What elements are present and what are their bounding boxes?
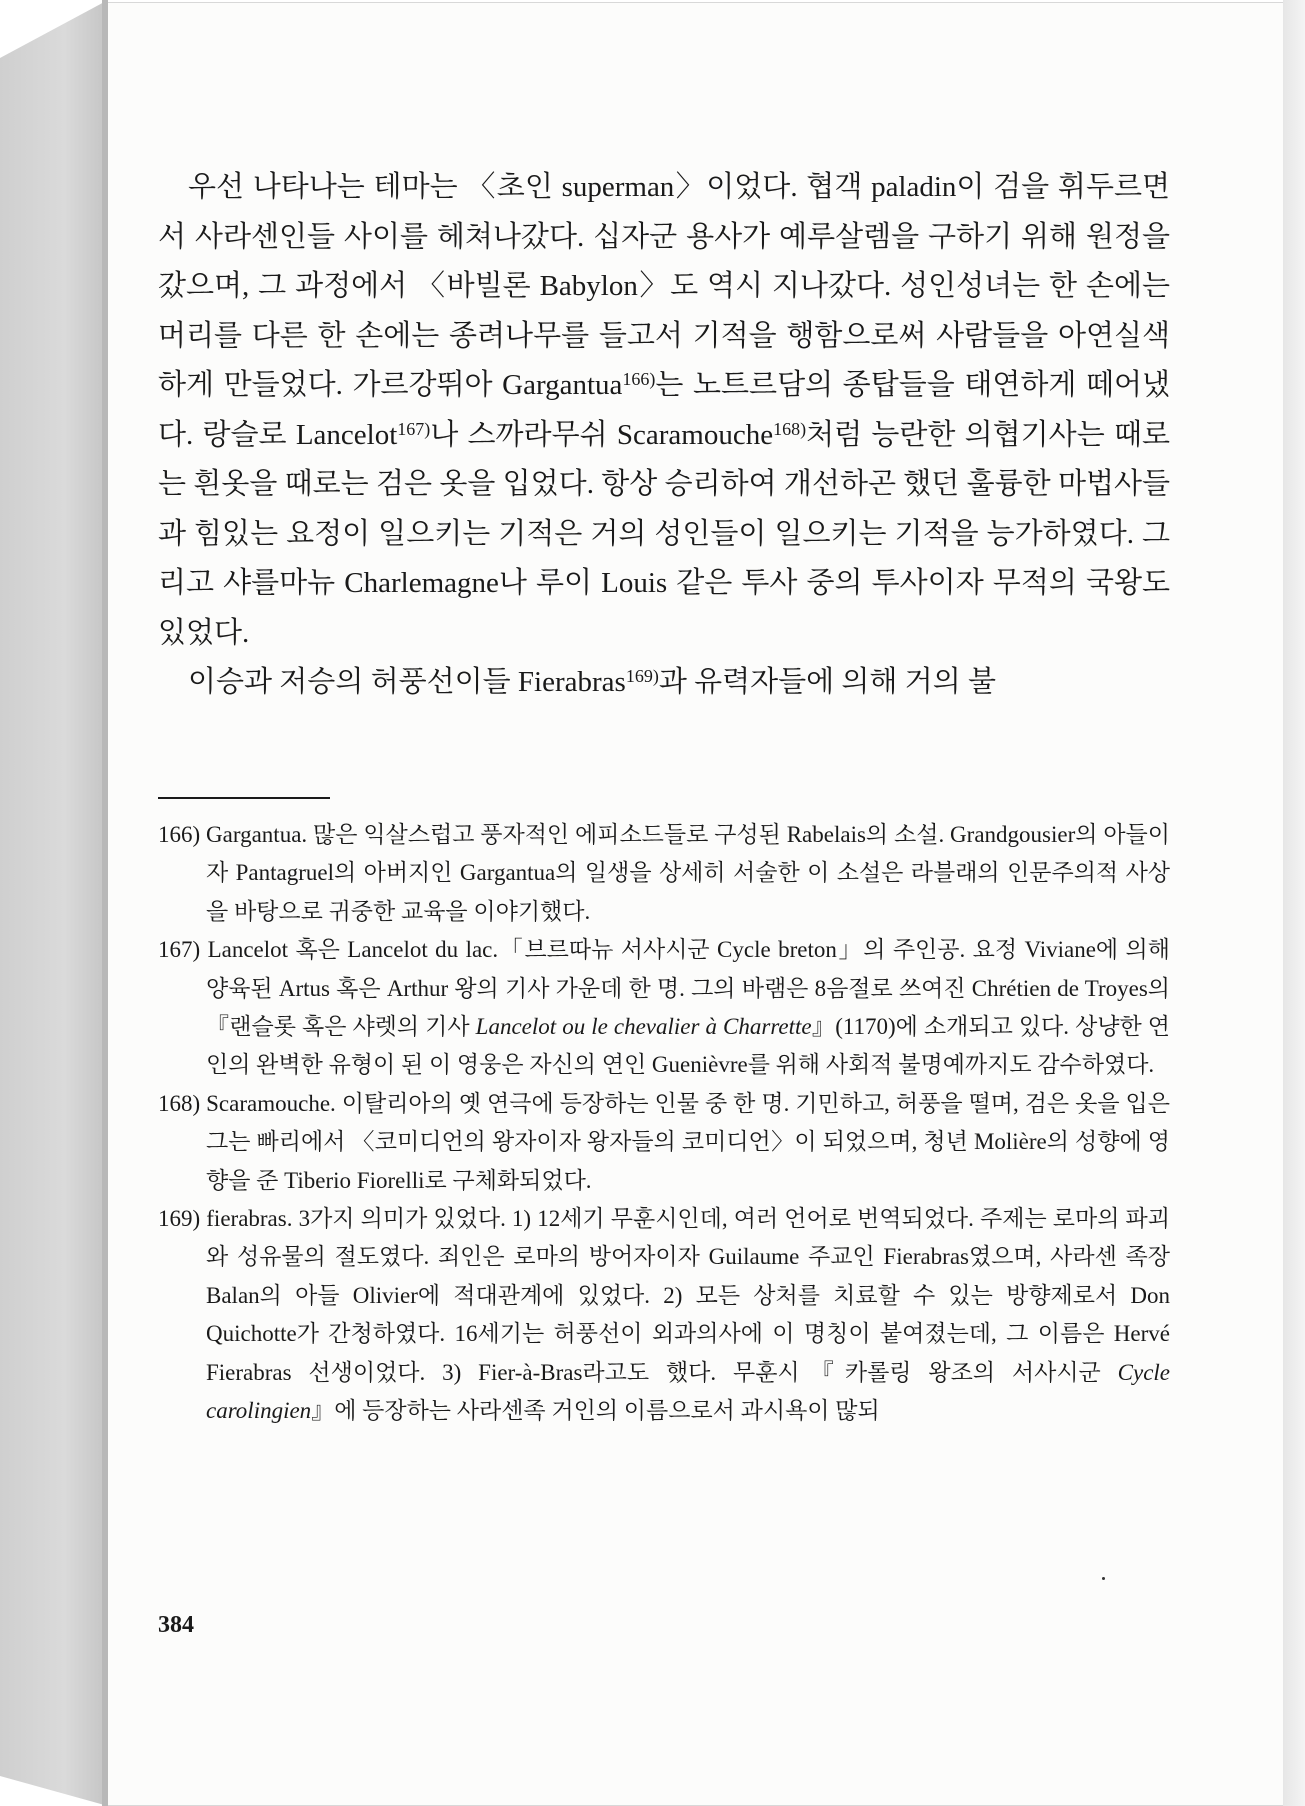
- footnote-167-text-b: 』(1170)에 소개되고 있다. 상냥한 연인의 완벽한 유형이 된 이 영웅은 자신의 연인 Guenièvre를 위해 사회적 불명예까지도 감수하였다.: [206, 1014, 1170, 1078]
- footnote-ref-167[interactable]: 167): [397, 418, 431, 439]
- paragraph-2-text-b: 과 유력자들에 의해 거의 불: [658, 666, 996, 698]
- footnote-separator: [158, 797, 330, 799]
- paragraph-2-text-a: 이승과 저승의 허풍선이들 Fierabras: [188, 666, 626, 698]
- footnote-ref-166[interactable]: 166): [622, 369, 656, 389]
- footnote-167: [158, 931, 1170, 1085]
- footnotes: [158, 816, 1170, 1431]
- paragraph-1-text-d: 나 스까라무쉬 Scaramouche: [430, 418, 774, 451]
- footnote-169-text-b: 』에 등장하는 사라센족 거인의 이름으로서 과시욕이 많되: [311, 1398, 880, 1424]
- footnote-169-text-a: 169) fierabras. 3가지 의미가 있었다. 1) 12세기 무훈시인데, 여러 언어로 번역되었다. 주제는 로마의 파괴와 성유물의 절도였다. 죄인은 로마의 방어자이자 Guilaume 주교인 Fierabras였으며, 사라센 족장 Balan의 아들 Olivier에 적대관계에 있었다. 2) 모든 상처를 치료할 수 있는 방향제로서 Don Quichotte가 간청하였다. 16세기는 허풍선이 외과의사에 이 명칭이 붙여졌는데, 그 이름은 Hervé Fierabras 선생이었다. 3) Fier-à-Bras라고도 했다. 무훈시『카롤링 왕조의 서사시군: [158, 1206, 1170, 1385]
- footnote-169-italic-title: Cycle carolingien: [206, 1359, 1170, 1424]
- book-spine-edge: [0, 0, 108, 1806]
- footnote-167-italic-title: Lancelot ou le chevalier à Charrette: [475, 1014, 812, 1040]
- footnote-168: 168) Scaramouche. 이탈리아의 옛 연극에 등장하는 인물 중 한 명. 기민하고, 허풍을 떨며, 검은 옷을 입은 그는 빠리에서 〈코미디언의 왕자이자 왕자들의 코미디언〉이 되었으며, 청년 Molière의 성향에 영향을 준 Tiberio Fiorelli로 구체화되었다.: [158, 1090, 1170, 1193]
- paragraph-1-text-c: 는 노트르담의 종탑들을 태연하게 떼어냈다. 랑슬로 Lancelot: [158, 369, 1170, 451]
- paragraph-1-text-e: 처럼 능란한 의협기사는 때로는 흰옷을 때로는 검은 옷을 입었다. 항상 승리하여 개선하곤 했던 훌륭한 마법사들과 힘있는 요정이 일으키는 기적은 거의 성인들이 일으키는 기적을 능가하였다. 그리고 샤를마뉴 Charlemagne나 루이 Louis 같은 투사 중의 투사이자 무적의 국왕도 있었다.: [158, 418, 1170, 649]
- paragraph-1-text-a: 우선 나타나는 테마는 〈초인 superman〉이었다. 협객 paladin이 검을 휘두르면서 사라센인들 사이를 헤쳐나갔다. 십자군 용사가 예루살렘을 구하기 위해 원정을 갔으며, 그 과정에서 〈바빌론 Babylon〉도 역시 지나갔다. 성인성녀는 한 손에는 머리를 다른 한 손에는 종려나무를 들고서 기적을 행함으로써 사람들을 아연실색하게 만들었다. 가르강뛰아: [158, 171, 1170, 401]
- footnote-ref-168[interactable]: 168): [773, 418, 807, 439]
- paragraph-1-text-b: Gargantua: [502, 369, 623, 401]
- footnote-166: 166) Gargantua. 많은 익살스럽고 풍자적인 에피소드들로 구성된 Rabelais의 소설. Grandgousier의 아들이자 Pantagruel의 아버지인 Gargantua의 일생을 상세히 서술한 이 소설은 라블래의 인문주의적 사상을 바탕으로 귀중한 교육을 이야기했다.: [158, 822, 1170, 924]
- footnote-169: [158, 1200, 1170, 1430]
- main-body-text: [158, 163, 1170, 708]
- stray-dot-mark: [1102, 1577, 1105, 1580]
- page-edge-right: [1283, 0, 1305, 1806]
- paragraph-1: [158, 163, 1170, 658]
- page-number: 384: [158, 1612, 194, 1638]
- paragraph-2: [158, 658, 1170, 708]
- footnote-ref-169[interactable]: 169): [625, 666, 659, 686]
- footnote-167-text-a: 167) Lancelot 혹은 Lancelot du lac.「브르따뉴 서사시군 Cycle breton」의 주인공. 요정 Viviane에 의해 양육된 Artus 혹은 Arthur 왕의 기사 가운데 한 명. 그의 바램은 8음절로 쓰여진 Chrétien de Troyes의『랜슬롯 혹은 샤렛의 기사: [158, 937, 1170, 1040]
